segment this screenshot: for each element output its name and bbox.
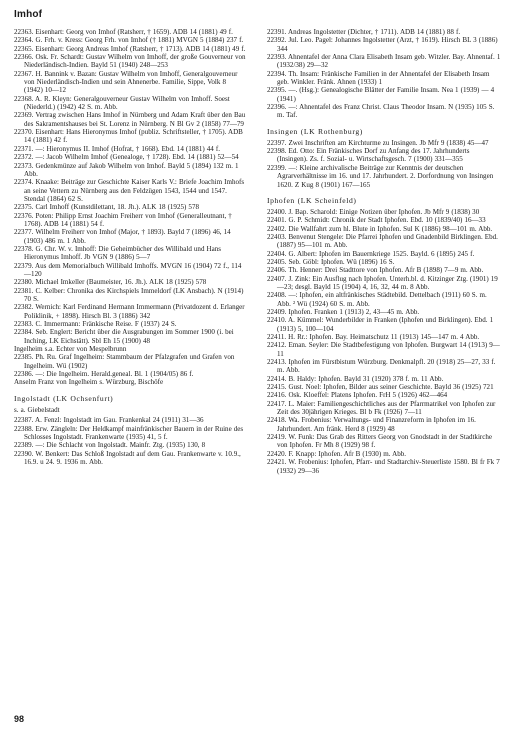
bibliography-entry: 22396. —: Ahnentafel des Franz Christ. Claus Theodor Insam. N (1935) 105 S. m. Taf.: [267, 103, 495, 120]
running-header: Imhof: [14, 9, 43, 20]
bibliography-entry: 22418. Wa. Frobenius: Verwaltungs- und Finanzreform in Iphofen im 16. Jahrhundert. Am fränk. Herd 8 (1929) 48: [267, 416, 476, 433]
bibliography-entry: 22377. Wilhelm Freiherr von Imhof (Major, † 1893). Bayld 7 (1896) 46, 14 (1903) 486 m. 1 Abb.: [14, 228, 231, 245]
bibliography-entry: 22371. —: Hieronymus II. Imhof (Hofrat, † 1668). Ebd. 14 (1881) 44 f.: [14, 144, 220, 153]
bibliography-entry: 22376. Poten: Philipp Ernst Joachim Freiherr von Imhof (Generalleutnant, † 1768). ADB 14 (1881) 54 f.: [14, 211, 232, 228]
bibliography-entry: 22399. —: Kleine archivalische Beiträge zur Kenntnis der deutschen Agrarverhältnisse im 16. und 17. Jahrhundert. 2. Dorfordnung von Insingen 1620. Z Kug 8 (1901) 167—165: [267, 163, 494, 189]
section-subheading: s. a. Giebelstadt: [14, 405, 60, 414]
bibliography-entry: 22391. Andreas Ingolstetter (Dichter, † 1711). ADB 14 (1881) 88 f.: [267, 28, 461, 36]
bibliography-entry: 22372. —: Jacob Wilhelm Imhof (Genealoge, † 1728). Ebd. 14 (1881) 52—54: [14, 153, 239, 162]
bibliography-entry: 22413. Iphofen im Fürstbistum Würzburg. Denkmalpfl. 20 (1918) 25—27, 33 f. m. Abb.: [267, 358, 496, 375]
bibliography-entry: 22394. Th. Insam: Fränkische Familien in der Ahnentafel der Elisabeth Insam geb. Winkler. Fränk. Ahnen (1933) 1: [267, 69, 490, 87]
section-heading: Iphofen (LK Scheinfeld): [267, 195, 357, 205]
bibliography-entry: 22366. Osk. Fr. Schardt: Gustav Wilhelm von Imhoff, der große Gouverneur von Niederländisch-Indien. Bayld 51 (1940) 248—253: [14, 53, 246, 70]
bibliography-entry: 22395. —. (Hsg.): Genealogische Blätter der Familie Insam. Nea 1 (1939) — 4 (1941): [267, 86, 495, 103]
bibliography-entry: 22415. Gust. Noel: Iphofen, Bilder aus seiner Geschichte. Bayld 36 (1925) 721: [267, 383, 494, 392]
bibliography-entry: 22386. —: Die Ingelheim. Herald.geneal. Bl. 1 (1904/05) 86 f.: [14, 370, 194, 379]
bibliography-entry: 22406. Th. Henner: Drei Stadttore von Iphofen. Afr B (1898) 7—9 m. Abb.: [267, 266, 484, 275]
bibliography-entry: 22378. G. Chr. W. v. Imhoff: Die Geheimbücher des Willibald und Hans Hieronymus Imhoff. Jb VGN 9 (1886) 5—7: [14, 244, 222, 262]
bibliography-entry: 22384. Seb. Englert: Bericht über die Ausgrabungen im Sommer 1900 (i. bei Inching, LK Eichstätt). Sbl Eh 15 (1900) 48: [14, 328, 234, 345]
bibliography-entry: 22368. A. R. Kleyn: Generalgouverneur Gustav Wilhelm von Imhoff. Soest (Niederld.) (1942) 42 S. m. Abb.: [14, 94, 230, 112]
bibliography-entry: 22370. Eisenhart: Hans Hieronymus Imhof (publiz. Schriftsteller, † 1705). ADB 14 (1881) 42 f.: [14, 128, 243, 145]
bibliography-entry: 22410. A. Kümmel: Wunderbilder in Franken (Iphofen und Birklingen). Ebd. 1 (1913) 5, 100—104: [267, 316, 494, 333]
page-number: 98: [14, 714, 25, 724]
bibliography-entry: 22404. G. Albert: Iphofen im Bauernkriege 1525. Bayld. 6 (1895) 245 f.: [267, 249, 475, 258]
bibliography-entry: Anselm Franz von Ingelheim s. Würzburg, Bischöfe: [14, 378, 164, 387]
bibliography-entry: 22400. J. Bap. Scharold: Einige Notizen über Iphofen. Jb Mfr 9 (1838) 30: [267, 207, 480, 216]
bibliography-entry: 22367. H. Bannink v. Bazan: Gustav Wilhelm von Imhoff, Generalgouverneur von Niederländisch-Indien und sein Ahnenerbe. Familie, Sippe, Volk 8 (1942) 10—12: [14, 69, 238, 95]
bibliography-entry: 22363. Eisenhart: Georg von Imhof (Ratsherr, † 1659). ADB 14 (1881) 49 f.: [14, 28, 233, 36]
bibliography-entry: 22364. G. Frh. v. Kress: Georg Frh. von Imhof († 1881) MVGN 5 (1884) 237 f.: [14, 36, 244, 45]
bibliography-entry: 22383. C. Immermann: Fränkische Reise. F (1937) 24 S.: [14, 320, 177, 329]
bibliography-entry: 22398. Ed. Otto: Ein Fränkisches Dorf zu Anfang des 17. Jahrhunderts (Insingen). Zs. f. Sozial- u. Wirtschaftsgesch. 7 (1900) 331—355: [267, 147, 470, 164]
section-heading: Ingolstadt (LK Ochsenfurt): [14, 393, 114, 403]
bibliography-entry: 22373. Gedenkmünze auf Jakob Wilhelm von Imhof. Bayld 5 (1894) 132 m. 1 Abb.: [14, 161, 239, 178]
bibliography-entry: 22412. Eman. Seyler: Die Stadtbefestigung von Iphofen. Burgwart 14 (1913) 9—11: [267, 341, 500, 358]
bibliography-entry: 22382. Wernich: Karl Ferdinand Hermann Immermann (Privatdozent d. Erlanger Poliklinik, + 1898). Hirsch Bl. 3 (1886) 342: [14, 303, 245, 320]
bibliography-entry: 22414. B. Haldy: Iphofen. Bayld 31 (1920) 378 f. m. 11 Abb.: [267, 374, 444, 383]
bibliography-entry: 22393. Ahnentafel der Anna Clara Elisabeth Insam geb. Witzler. Bay. Ahnentaf. 1 (1932/38) 29—32: [267, 53, 501, 70]
bibliography-entry: 22403. Benvenut Stengele: Die Pfarrei Iphofen und Gnadenbild Birklingen. Ebd. (1887) 95—101 m. Abb.: [267, 232, 498, 250]
bibliography-entry: 22409. Iphofen. Franken 1 (1913) 2, 43—45 m. Abb.: [267, 307, 420, 316]
bibliography-entry: 22420. F. Knapp: Iphofen. Afr B (1930) m. Abb.: [267, 449, 407, 458]
bibliography-entry: 22379. Aus dem Memorialbuch Willibald Imhoffs. MVGN 16 (1904) 72 f., 114—120: [14, 261, 242, 278]
bibliography-entry: 22397. Zwei Inschriften am Kirchturme zu Insingen. Jb Mfr 9 (1838) 45—47: [267, 138, 489, 147]
bibliography-entry: 22405. Seb. Göbl: Iphofen. Wü (1896) 16 S.: [267, 257, 395, 266]
bibliography-entry: 22421. W. Frobenius: Iphofen, Pfarr- und Stadtarchiv-Steuerliste 1580. Bl fr Fk 7 (1932) 29—36: [267, 458, 500, 475]
bibliography-entry: 22419. W. Funk: Das Grab des Ritters Georg von Gnodstadt in der Stadtkirche von Iphofen. Fr Mh 8 (1929) 98 f.: [267, 433, 493, 450]
bibliography-entry: 22402. Die Wallfahrt zum hl. Blute in Iphofen. Sul K (1886) 98—101 m. Abb.: [267, 224, 493, 233]
bibliography-entry: 22369. Vertrag zwischen Hans Imhof in Nürnberg und Adam Kraft über den Bau des Sakramentshauses bei St. Lorenz in Nürnberg. N Bl Gv 2 (1858) 77—79: [14, 111, 246, 128]
section-heading: Insingen (LK Rothenburg): [267, 126, 363, 136]
bibliography-entry: 22411. H. Rr.: Iphofen. Bay. Heimatschutz 11 (1913) 145—147 m. 4 Abb.: [267, 333, 480, 341]
bibliography-entry: 22407. J. Zink: Ein Ausflug nach Iphofen. Unterh.bl. d. Kitzinger Ztg. (1901) 19—23; desgl. Bayld 15 (1904) 4, 16, 32, 44 m. 8 Abb.: [267, 274, 498, 291]
bibliography-entry: 22417. L. Maier: Familiengeschichtliches aus der Pfarrmatrikel von Iphofen zur Zeit des 30jährigen Krieges. Bl b Fk (1926) 7—11: [267, 399, 496, 417]
bibliography-entry: 22375. Carl Imhoff (Kunstdilettant, 18. Jh.). ALK 18 (1925) 578: [14, 203, 199, 212]
bibliography-entry: 22392. Jul. Leo. Pagel: Johannes Ingolstetter (Arzt, † 1619). Hirsch BL 3 (1886) 344: [267, 36, 498, 53]
bibliography-entry: 22390. W. Benkert: Das Schloß Ingolstadt auf dem Gau. Frankenwarte v. 10.9., 16.9. u 24. 9. 1936 m. Abb.: [14, 449, 241, 466]
bibliography-entry: 22365. Eisenhart: Georg Andreas Imhof (Ratsherr, † 1713). ADB 14 (1881) 49 f.: [14, 44, 246, 53]
bibliography-entry: Ingelheim s.a. Echter von Mespelbrunn: [14, 345, 127, 354]
bibliography-entry: 22380. Michael Imkeller (Baumeister, 16. Jh.). ALK 18 (1925) 578: [14, 278, 207, 287]
bibliography-entry: 22381. C. Kelber: Chronika des Kirchspiels Immeldorf (LK Ansbach). N (1914) 70 S.: [14, 286, 244, 303]
bibliography-entry: 22385. Ph. Ru. Graf Ingelheim: Stammbaum der Pfalzgrafen und Grafen von Ingelheim. Wü (1902): [14, 353, 235, 370]
bibliography-entry: 22389. —: Die Schlacht von Ingolstadt. Mainfr. Ztg. (1935) 130, 8: [14, 441, 206, 450]
bibliography-entry: 22408. —: Iphofen, ein altfränkisches Städtebild. Dettelbach (1911) 60 S. m. Abb. ² Wü (1924) 60 S. m. Abb.: [267, 291, 487, 308]
bibliography-entry: 22401. G. P. Schmidt: Chronik der Stadt Iphofen. Ebd. 10 (1839/40) 16—33: [267, 216, 486, 225]
bibliography-entry: 22416. Osk. Kloeffel: Platens Iphofen. FrH 5 (1926) 462—464: [267, 391, 448, 400]
bibliography-entry: 22387. A. Fenzl: Ingolstadt im Gau. Frankenkal 24 (1911) 31—36: [14, 416, 204, 425]
bibliography-entry: 22374. Knaake: Beiträge zur Geschichte Kaiser Karls V.: Briefe Joachim Imhofs an seine Vettern zu Nürnberg aus den Feldzügen 1543, 1544 und 1547. Stendal (1864) 62 S.: [14, 178, 245, 203]
left-column: [14, 28, 246, 466]
bibliography-entry: 22388. Erw. Zängleln: Der Heldkampf mainfränkischer Bauern in der Ruine des Schlosses Ingolstadt. Frankenwarte (1935) 41, 5 f.: [14, 424, 244, 441]
right-column: [267, 28, 501, 475]
